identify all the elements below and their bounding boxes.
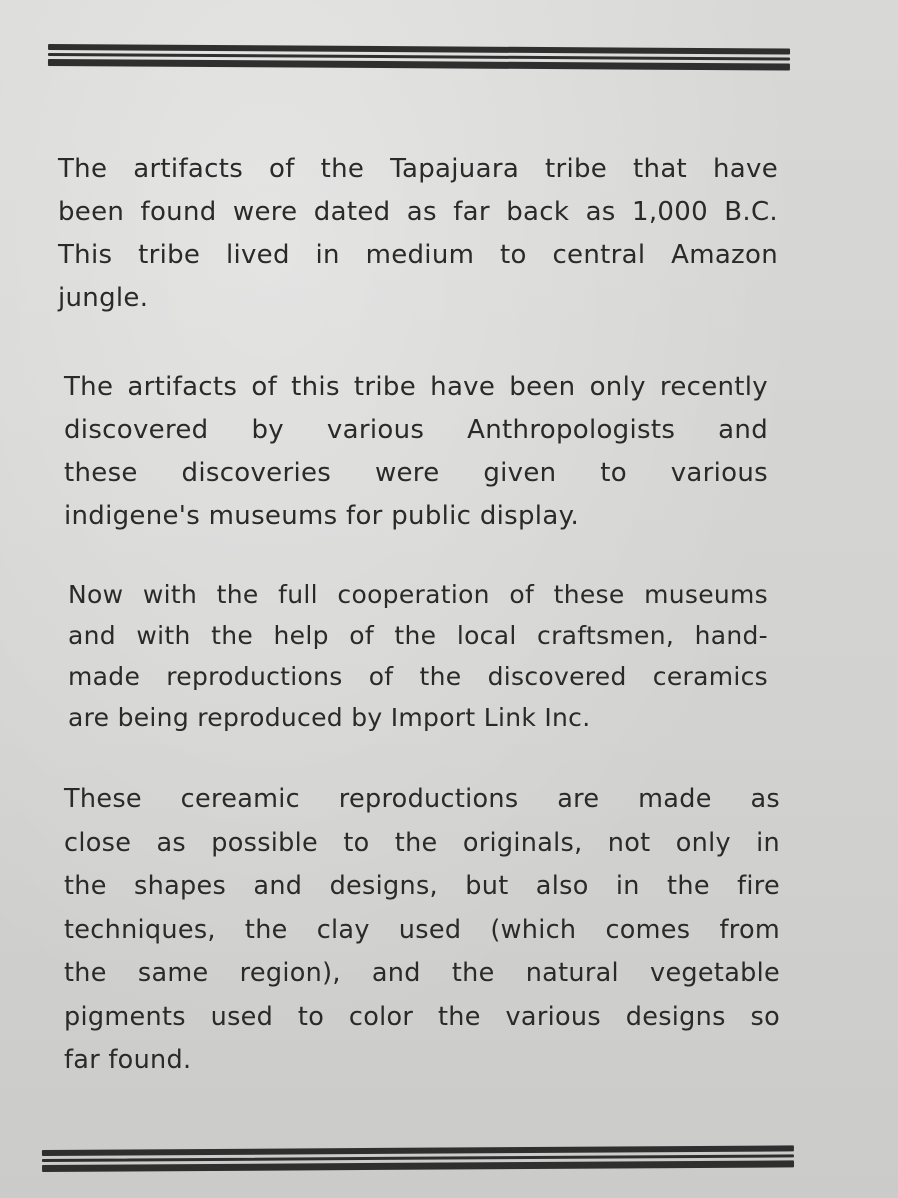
paragraph-line: are being reproduced by Import Link Inc. — [68, 703, 591, 732]
paragraph-3 — [68, 574, 768, 738]
paragraph-line: pigments used to color the various designs so — [64, 1001, 780, 1032]
paragraph-line: These cereamic reproductions are made as — [64, 784, 780, 814]
paragraph-line: The artifacts of the Tapajuara tribe that have — [58, 154, 778, 184]
paragraph-1 — [58, 148, 778, 320]
paragraph-line: been found were dated as far back as 1,000 B.C. — [58, 197, 778, 227]
paragraph-line: indigene's museums for public display. — [64, 501, 580, 531]
bottom-decorative-rule — [42, 1145, 794, 1174]
paragraph-line: the shapes and designs, but also in the fire — [64, 871, 780, 901]
paragraph-line: close as possible to the originals, not only in — [64, 827, 780, 858]
paragraph-line: the same region), and the natural vegetable — [64, 958, 780, 988]
paragraph-line: far found. — [64, 1045, 192, 1075]
paragraph-line: jungle. — [58, 283, 149, 313]
paragraph-line: Now with the full cooperation of these museums — [68, 580, 768, 609]
paragraph-line: and with the help of the local craftsmen, hand- — [68, 621, 768, 650]
paragraph-line: these discoveries were given to various — [64, 458, 768, 488]
paragraph-4 — [64, 778, 780, 1083]
paragraph-line: made reproductions of the discovered ceramics — [68, 662, 768, 691]
paragraph-2 — [64, 366, 768, 538]
paragraph-line: This tribe lived in medium to central Amazon — [58, 240, 778, 270]
paragraph-line: The artifacts of this tribe have been only recently — [64, 372, 768, 402]
paragraph-line: techniques, the clay used (which comes from — [64, 914, 780, 945]
paragraph-line: discovered by various Anthropologists and — [64, 415, 768, 445]
top-decorative-rule — [48, 44, 790, 73]
